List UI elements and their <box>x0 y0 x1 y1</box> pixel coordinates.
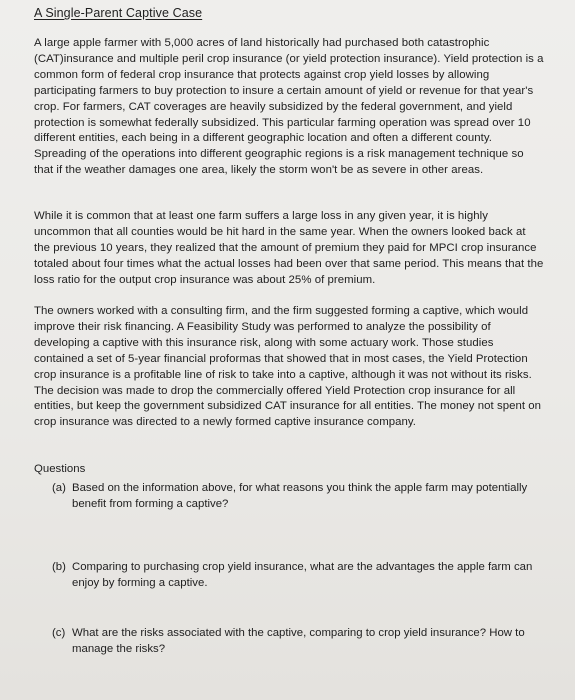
question-c-text: What are the risks associated with the captive, comparing to crop yield insurance? How to manage the risks? <box>72 627 525 655</box>
document-title: A Single-Parent Captive Case <box>34 6 203 20</box>
paragraph-background: A large apple farmer with 5,000 acres of land historically had purchased both catastrophic (CAT)insurance and multiple peril crop insurance (or yield protection insurance). Yield protection is a common form of federal crop insurance that protects against crop yield losses by allowing participating farmers to buy protection to insure a certain amount of yield or revenue for that year's crop. For farmers, CAT coverages are heavily subsidized by the federal government, and yield protection is somewhat federally subsidized. This particular farming operation was spread over 10 different entities, each being in a different geographic location and often a different county. Spreading of the operations into different geographic regions is a risk management technique so that if the weather damages one area, likely the storm won't be as severe in other areas. <box>34 37 544 177</box>
paragraph-captive-decision: The owners worked with a consulting firm, and the firm suggested forming a captive, which would improve their risk financing. A Feasibility Study was performed to analyze the possibility of developing a captive with this insurance risk, along with some actuary work. Those studies contained a set of 5-year financial proformas that showed that in most cases, the Yield Protection crop insurance is a profitable line of risk to take into a captive, although it was not without its risks. The decision was made to drop the commercially offered Yield Protection crop insurance for all entities, but keep the government subsidized CAT insurance for all entities. The money not spent on crop insurance was directed to a newly formed captive insurance company. <box>34 305 542 429</box>
question-b-text: Comparing to purchasing crop yield insurance, what are the advantages the apple farm can enjoy by forming a captive. <box>72 561 533 589</box>
question-c-letter: (c) <box>52 627 66 639</box>
question-c <box>52 626 544 658</box>
question-b-letter: (b) <box>52 561 66 573</box>
question-a <box>52 481 544 513</box>
question-b <box>52 560 544 592</box>
question-a-letter: (a) <box>52 482 66 494</box>
questions-heading: Questions <box>34 463 86 475</box>
paragraph-loss-history: While it is common that at least one farm suffers a large loss in any given year, it is highly uncommon that all counties would be hit hard in the same year. When the owners looked back at the previous 10 years, they realized that the amount of premium they paid for MPCI crop insurance totaled about four times what the actual losses had been over that same period. This means that the loss ratio for the output crop insurance was about 25% of premium. <box>34 210 544 286</box>
question-a-text: Based on the information above, for what reasons you think the apple farm may potentially benefit from forming a captive? <box>72 482 528 510</box>
